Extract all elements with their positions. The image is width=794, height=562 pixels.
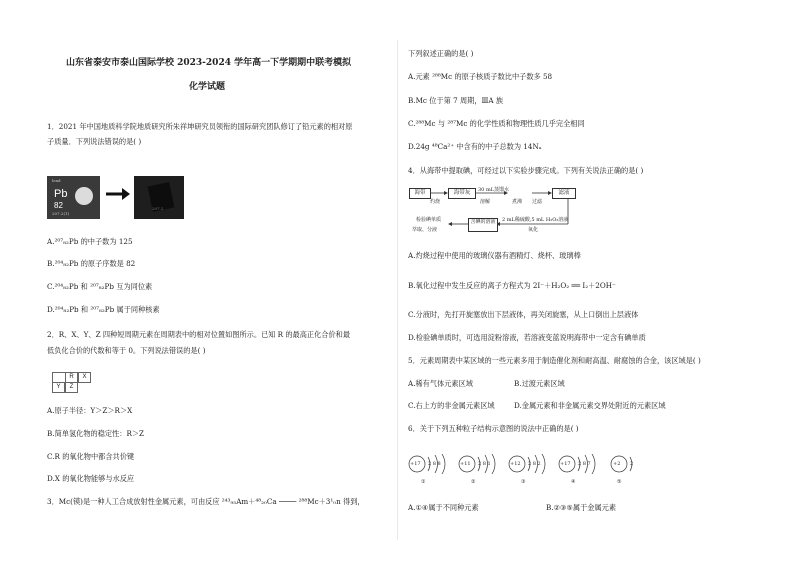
q4-option-d: D.检验碘单质时，可选用淀粉溶液，若溶液变蓝说明海带中一定含有碘单质 [408,333,646,342]
q5-option-a: A.稀有气体元素区域 [408,379,473,388]
lead-atomic-number: 82 [54,201,63,210]
grid-cell-z: Z [65,382,78,393]
lead-label: lead [52,178,61,183]
flow-box-seaweed: 海带 [409,188,431,199]
q5-option-b: B.过渡元素区域 [514,379,565,388]
atom-shells-2 [458,454,502,484]
q6-stem: 6．关于下列五种粒子结构示意图的说法中正确的是( ) [408,424,579,433]
flow-label-filter: 过滤 [532,199,543,205]
flow-label-oxidize: 氧化 [528,227,539,233]
paper-title: 山东省泰安市泰山国际学校 2023-2024 学年高一下学期期中联考模拟 [66,58,352,68]
q3-option-a: A.元素 ²⁸⁸Mc 的原子核质子数比中子数多 58 [408,72,553,81]
right-arrow-icon [106,188,130,200]
flow-box-filtrate: 滤液 [552,188,576,199]
flow-label-dissolve: 溶解 [480,199,491,205]
q2-option-d: D.X 的氧化物能够与水反应 [47,474,135,483]
q4-option-b: B.氧化过程中发生反应的离子方程式为 2I⁻＋H₂O₂ ══ I₂＋2OH⁻ [408,281,616,290]
flow-label-water: 30 mL蒸馏水 [478,187,510,193]
q2-option-b: B.简单氢化物的稳定性：R＞Z [47,429,145,438]
atom-1-nucleus: +17 [410,461,421,467]
q1-stem-line2: 子质量．下列说法错误的是( ) [47,137,142,146]
q2-option-c: C.R 的氧化物中都含共价键 [47,452,135,461]
q5-option-d: D.金属元素和非金属元素交界处附近的元素区域 [514,401,666,410]
atom-1-tag: ① [421,479,426,485]
q6-option-b: B.②③⑤属于金属元素 [546,503,617,512]
q3-option-c: C.²⁸⁸Mc 与 ²⁸⁷Mc 的化学性质和物理性质几乎完全相同 [408,119,585,128]
q3-continued-stem: 下列叙述正确的是( ) [408,49,474,58]
atom-4-nucleus: +17 [560,461,571,467]
atom-shells-5 [610,454,640,484]
q3-option-d: D.24g ⁴⁸Ca²⁺ 中含有的中子总数为 14Nₐ [408,142,542,151]
atom-3-tag: ③ [521,479,526,485]
lead-photo-text: 207.2 [152,206,164,211]
lead-photo [134,176,184,219]
q1-option-a: A.²⁰⁷₈₂Pb 的中子数为 125 [47,237,133,246]
q2-option-a: A.原子半径：Y＞Z＞R＞X [47,406,133,415]
atom-diagram-5 [610,454,640,488]
q4-stem: 4．从海带中提取碘，可经过以下实验步骤完成。下列有关说法正确的是( ) [408,166,644,175]
atom-4-tag: ④ [571,479,576,485]
atom-1-shells: 2 8 8 [428,461,441,467]
q3-option-b: B.Mc 位于第 7 周期，ⅢA 族 [408,96,504,105]
q4-option-c: C.分液时，先打开旋塞放出下层液体，再关闭旋塞，从上口倒出上层液体 [408,310,639,319]
atom-diagram-4 [558,454,602,488]
extraction-flowchart [408,186,582,236]
atom-shells-1 [408,454,452,484]
atom-2-shells: 2 8 1 [478,461,491,467]
grid-cell-x: X [78,372,91,383]
atom-5-tag: ⑤ [617,479,622,485]
flow-label-test: 检验碘单质 [416,217,442,223]
atom-diagram-3 [508,454,552,488]
atom-shells-3 [508,454,552,484]
flow-box-ash: 海带灰 [448,188,476,199]
lead-symbol: Pb [54,188,68,200]
lead-mass: 207.2(1) [52,211,70,216]
flow-label-reagents: 2 mL稀硫酸,5 mL H₂O₂溶液 [502,217,569,223]
q1-option-b: B.²⁰⁴₈₂Pb 的原子序数是 82 [47,259,136,268]
atom-5-nucleus: +2 [613,461,621,467]
q1-option-c: C.²⁰⁴₈₂Pb 和 ²⁰⁷₈₂Pb 互为同位素 [47,282,153,291]
grid-cell-y: Y [52,382,65,393]
q2-stem-line1: 2．R、X、Y、Z 四种短周期元素在周期表中的相对位置如图所示。已知 R 的最高正化合价和最 [47,330,351,339]
q5-option-c: C.右上方的非金属元素区域 [408,401,495,410]
grid-cell-r: R [65,372,78,383]
atom-3-nucleus: +12 [510,461,521,467]
lead-disc [75,187,93,205]
lead-element-tile [47,176,100,219]
q6-option-a: A.①④属于不同种元素 [408,503,479,512]
atom-2-nucleus: +11 [460,461,471,467]
flow-label-boil: 煮沸 [512,199,523,205]
atom-4-shells: 2 8 7 [578,461,591,467]
q3-stem: 3．Mc(镆)是一种人工合成放射性金属元素，可由反应 ²⁴³₉₅Am＋⁴⁸₂₀Ca ──── ²⁸⁸Mc＋3¹₀n 得到， [47,497,365,506]
flow-label-ignite: 灼烧 [430,199,441,205]
q5-stem: 5．元素周期表中某区域的一些元素多用于制造催化剂和耐高温、耐腐蚀的合金，该区域是( ) [408,356,701,365]
q4-option-a: A.灼烧过程中使用的玻璃仪器有酒精灯、烧杯、玻璃棒 [408,251,581,260]
flow-box-iodine-solution: 含碘的溶液 [468,218,498,232]
atom-shells-4 [558,454,602,484]
atom-2-tag: ② [471,479,476,485]
flow-label-extract: 萃取、分液 [412,227,438,233]
column-divider [397,40,398,540]
atom-3-shells: 2 8 2 [528,461,541,467]
atom-diagram-2 [458,454,502,488]
q2-stem-line2: 低负化合价的代数和等于 0。下列说法错误的是( ) [47,346,206,355]
atom-5-shells: 2 [630,461,634,467]
atom-diagram-1 [408,454,452,488]
grid-cell-empty [52,372,65,383]
q1-option-d: D.²⁰⁴₈₂Pb 和 ²⁰⁷₈₂Pb 属于同种核素 [47,305,160,314]
paper-subtitle: 化学试题 [189,82,226,92]
q1-stem-line1: 1．2021 年中国地质科学院地质研究所朱祥坤研究员领衔的国际研究团队修订了铅元素的相对原 [47,122,353,131]
